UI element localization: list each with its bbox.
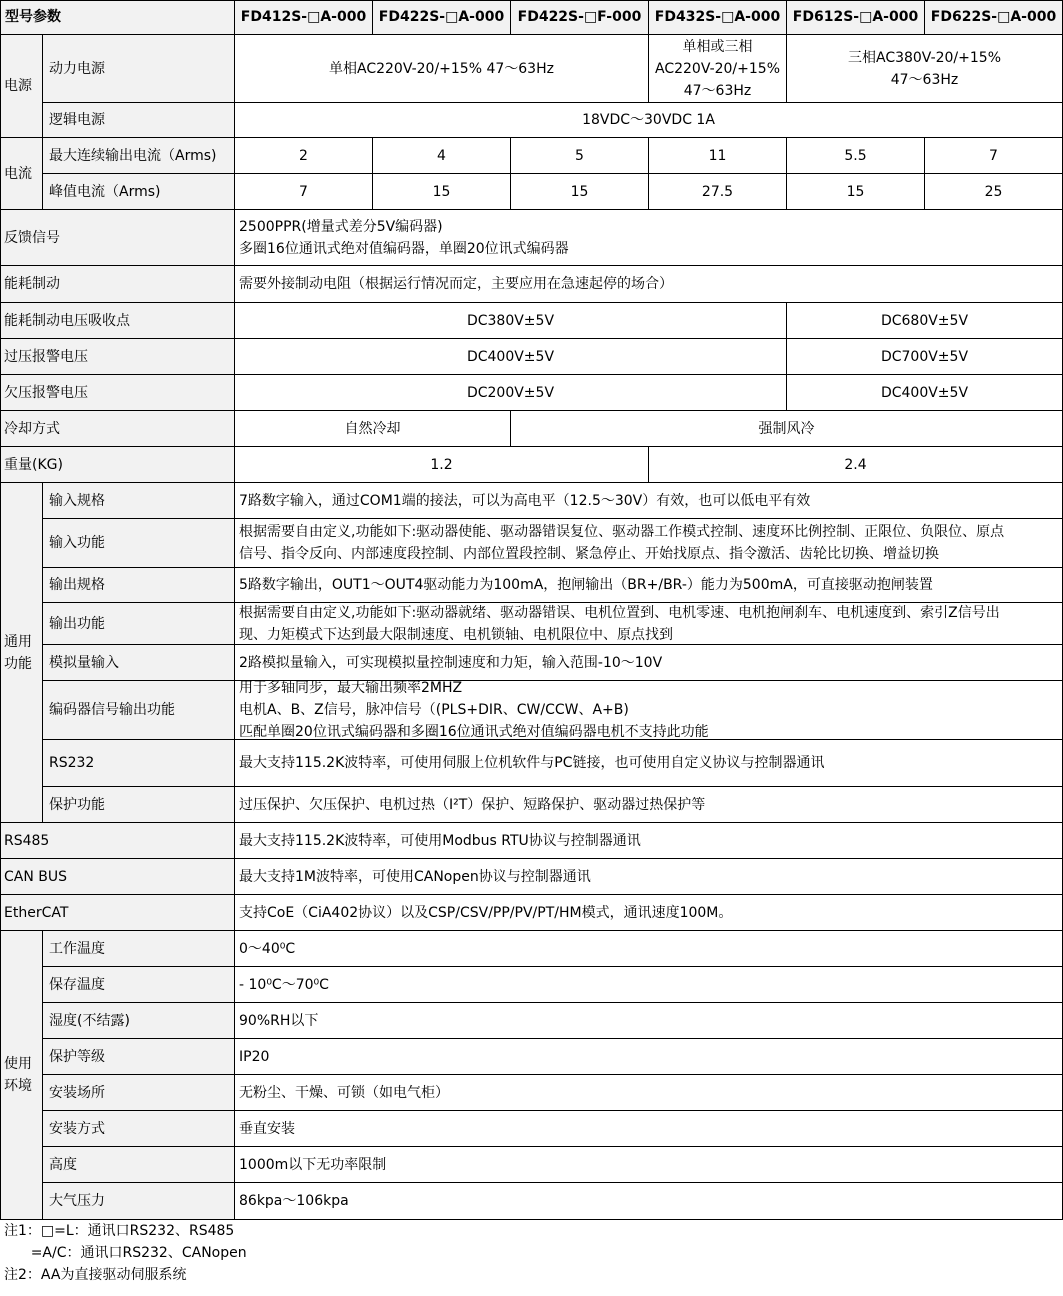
undervoltage-value [787, 375, 1063, 411]
ethercat-label [0, 895, 235, 931]
cooling-value-text: 强制风冷 [758, 420, 815, 437]
environment-row-label [43, 1147, 235, 1183]
environment-row-value [235, 1075, 1063, 1111]
general-row-label-text: 编码器信号输出功能 [49, 702, 175, 718]
feedback-value-text: 2500PPR(增量式差分5V编码器) 多圈16位通讯式绝对值编码器，单圈20位讯式编码器 [239, 218, 569, 257]
general-row-value [235, 519, 1063, 568]
ethercat-value-text: 支持CoE（CiA402协议）以及CSP/CSV/PP/PV/PT/HM模式，通讯速度100M。 [239, 904, 733, 921]
overvoltage-label-text: 过压报警电压 [4, 348, 88, 365]
general-row-value [235, 740, 1063, 787]
continuous-current-value [373, 138, 511, 174]
rs485-label-text: RS485 [4, 832, 50, 849]
header-model [235, 0, 373, 35]
cooling-label-text: 冷却方式 [4, 420, 60, 437]
rs485-label [0, 823, 235, 859]
rs485-value-text: 最大支持115.2K波特率，可使用Modbus RTU协议与控制器通讯 [239, 832, 641, 849]
general-row-value [235, 681, 1063, 740]
general-row-value [235, 787, 1063, 823]
environment-row-value [235, 1147, 1063, 1183]
environment-row-label [43, 1111, 235, 1147]
overvoltage-value-text: DC700V±5V [880, 348, 969, 365]
general-row-label-text: 保护功能 [49, 796, 105, 813]
header-model [511, 0, 649, 35]
peak-current-value-text: 15 [846, 183, 865, 200]
continuous-current-value [511, 138, 649, 174]
general-row-value-text: 根据需要自由定义,功能如下:驱动器就绪、驱动器错误、电机位置到、电机零速、电机抱闸刹车、电机速度到、索引Z信号出 现、力矩模式下达到最大限制速度、电机锁轴、电机限位中、原点找到 [239, 604, 1000, 643]
general-row-label-text: 输入规格 [49, 492, 105, 509]
general-row-label-text: 输出规格 [49, 577, 105, 593]
canbus-label [0, 859, 235, 895]
environment-row-label-text: 安装场所 [49, 1084, 105, 1101]
environment-row-label [43, 931, 235, 967]
group-general-label-text: 通用 功能 [4, 633, 32, 672]
continuous-current-value [925, 138, 1063, 174]
braking-value [235, 266, 1063, 303]
undervoltage-value-text: DC200V±5V [466, 384, 555, 401]
environment-row-value-text: 86kpa～106kpa [239, 1193, 349, 1209]
general-row-label [43, 568, 235, 603]
environment-row-label [43, 1003, 235, 1039]
environment-row-label-text: 大气压力 [49, 1193, 105, 1209]
group-environment-label [0, 931, 43, 1220]
environment-row-value [235, 1183, 1063, 1220]
undervoltage-label-text: 欠压报警电压 [4, 384, 88, 401]
general-row-value [235, 483, 1063, 519]
general-row-value-text: 7路数字输入，通过COM1端的接法，可以为高电平（12.5～30V）有效，也可以低电平有效 [239, 492, 811, 509]
main-power-label-text: 动力电源 [49, 60, 105, 77]
braking-voltage-label-text: 能耗制动电压吸收点 [4, 312, 130, 329]
general-row-label-text: 输入功能 [49, 535, 105, 551]
peak-current-value [649, 174, 787, 210]
header-model-text: FD432S-□A-000 [654, 9, 781, 25]
braking-label [0, 266, 235, 303]
peak-current-value-text: 15 [570, 183, 589, 200]
weight-value [649, 447, 1063, 483]
header-model-text: FD622S-□A-000 [930, 9, 1057, 25]
environment-row-value-text: 0～40⁰C [239, 940, 296, 957]
braking-voltage-value [787, 303, 1063, 339]
header-param-label [0, 0, 235, 35]
braking-voltage-label [0, 303, 235, 339]
continuous-current-value-text: 5.5 [844, 147, 867, 164]
main-power-single-or-three-text: 单相或三相 AC220V-20/+15% 47～63Hz [654, 38, 780, 99]
header-model-text: FD412S-□A-000 [240, 9, 367, 25]
overvoltage-value [235, 339, 787, 375]
header-model-text: FD422S-□F-000 [517, 9, 642, 25]
general-row-value-text: 2路模拟量输入，可实现模拟量控制速度和力矩，输入范围-10～10V [239, 654, 663, 671]
general-row-label [43, 681, 235, 740]
environment-row-label [43, 1039, 235, 1075]
rs485-value [235, 823, 1063, 859]
group-current-label [0, 138, 43, 210]
logic-power-label [43, 103, 235, 138]
general-row-value [235, 568, 1063, 603]
continuous-current-value [235, 138, 373, 174]
general-row-value-text: 5路数字输出，OUT1～OUT4驱动能力为100mA，抱闸输出（BR+/BR-）能力为500mA，可直接驱动抱闸装置 [239, 577, 933, 593]
peak-current-label [43, 174, 235, 210]
ethercat-label-text: EtherCAT [4, 904, 69, 921]
environment-row-label-text: 保护等级 [49, 1048, 105, 1065]
cooling-value [235, 411, 511, 447]
continuous-current-value-text: 11 [708, 147, 727, 164]
peak-current-value-text: 25 [984, 183, 1003, 200]
continuous-current-label [43, 138, 235, 174]
peak-current-value-text: 15 [432, 183, 451, 200]
continuous-current-value-text: 5 [575, 147, 584, 164]
general-row-label-text: 模拟量输入 [49, 654, 119, 671]
continuous-current-value-text: 4 [437, 147, 446, 164]
logic-power-value [235, 103, 1063, 138]
peak-current-label-text: 峰值电流（Arms) [49, 183, 161, 200]
undervoltage-value [235, 375, 787, 411]
feedback-label-text: 反馈信号 [4, 229, 60, 246]
environment-row-label-text: 安装方式 [49, 1120, 105, 1137]
header-model-text: FD422S-□A-000 [378, 9, 505, 25]
general-row-label [43, 483, 235, 519]
peak-current-value-text: 7 [299, 183, 308, 200]
feedback-value [235, 210, 1063, 266]
general-row-value [235, 645, 1063, 681]
peak-current-value [925, 174, 1063, 210]
overvoltage-label [0, 339, 235, 375]
main-power-three-phase [787, 35, 1063, 103]
general-row-label [43, 645, 235, 681]
braking-voltage-value-text: DC380V±5V [466, 312, 555, 329]
weight-label-text: 重量(KG) [4, 456, 63, 473]
group-general-label [0, 483, 43, 823]
weight-value-text: 2.4 [844, 456, 867, 473]
general-row-value-text: 最大支持115.2K波特率，可使用伺服上位机软件与PC链接，也可使用自定义协议与控制器通讯 [239, 755, 825, 771]
environment-row-label [43, 1075, 235, 1111]
braking-voltage-value [235, 303, 787, 339]
feedback-label [0, 210, 235, 266]
notes [4, 1220, 1059, 1286]
weight-value-text: 1.2 [430, 456, 453, 473]
continuous-current-value-text: 7 [989, 147, 998, 164]
note-1: 注1：□=L：通讯口RS232、RS485 [4, 1223, 235, 1239]
environment-row-value-text: IP20 [239, 1048, 270, 1065]
environment-row-value-text: - 10⁰C～70⁰C [239, 976, 329, 993]
general-row-label-text: 输出功能 [49, 615, 105, 632]
braking-label-text: 能耗制动 [4, 276, 60, 292]
group-current-label-text: 电流 [4, 165, 32, 182]
undervoltage-value-text: DC400V±5V [880, 384, 969, 401]
general-row-value-text: 根据需要自由定义,功能如下:驱动器使能、驱动器错误复位、驱动器工作模式控制、速度环比例控制、正限位、负限位、原点 信号、指令反向、内部速度段控制、内部位置段控制、紧急停止、开始找原点、指令激活、齿轮比切换、增益切换 [239, 524, 1005, 562]
weight-label [0, 447, 235, 483]
environment-row-value [235, 1003, 1063, 1039]
main-power-three-phase-text: 三相AC380V-20/+15% 47～63Hz [847, 49, 1001, 88]
environment-row-label-text: 工作温度 [49, 940, 105, 957]
environment-row-label-text: 湿度(不结露) [49, 1012, 130, 1029]
peak-current-value [787, 174, 925, 210]
group-environment-label-text: 使用 环境 [4, 1056, 32, 1094]
logic-power-value-text: 18VDC～30VDC 1A [582, 112, 715, 128]
peak-current-value-text: 27.5 [701, 183, 734, 200]
header-model [649, 0, 787, 35]
peak-current-value [235, 174, 373, 210]
header-model [787, 0, 925, 35]
main-power-label [43, 35, 235, 103]
braking-voltage-value-text: DC680V±5V [880, 312, 969, 329]
overvoltage-value [787, 339, 1063, 375]
environment-row-label-text: 保存温度 [49, 976, 105, 993]
header-model [373, 0, 511, 35]
cooling-value [511, 411, 1063, 447]
note-1-continued: =A/C：通讯口RS232、CANopen [4, 1245, 247, 1261]
continuous-current-value [787, 138, 925, 174]
environment-row-value [235, 1039, 1063, 1075]
cooling-value-text: 自然冷却 [344, 420, 401, 437]
general-row-label [43, 519, 235, 568]
undervoltage-label [0, 375, 235, 411]
environment-row-value [235, 967, 1063, 1003]
general-row-label-text: RS232 [49, 755, 95, 771]
braking-value-text: 需要外接制动电阻（根据运行情况而定，主要应用在急速起停的场合） [239, 276, 673, 292]
continuous-current-label-text: 最大连续输出电流（Arms) [49, 147, 217, 164]
ethercat-value [235, 895, 1063, 931]
environment-row-value-text: 1000m以下无功率限制 [239, 1156, 387, 1173]
general-row-label [43, 740, 235, 787]
general-row-label [43, 787, 235, 823]
logic-power-label-text: 逻辑电源 [49, 112, 105, 128]
environment-row-value-text: 垂直安装 [239, 1120, 295, 1137]
group-power-label-text: 电源 [4, 78, 32, 94]
overvoltage-value-text: DC400V±5V [466, 348, 555, 365]
general-row-value [235, 603, 1063, 645]
header-model [925, 0, 1063, 35]
header-param-label-text: 型号参数 [5, 9, 61, 25]
general-row-value-text: 过压保护、欠压保护、电机过热（I²T）保护、短路保护、驱动器过热保护等 [239, 796, 706, 813]
general-row-label [43, 603, 235, 645]
note-2: 注2：AA为直接驱动伺服系统 [4, 1267, 187, 1283]
environment-row-value-text: 无粉尘、干燥、可锁（如电气柜） [239, 1084, 449, 1101]
environment-row-label-text: 高度 [49, 1156, 77, 1173]
environment-row-value-text: 90%RH以下 [239, 1012, 319, 1029]
continuous-current-value [649, 138, 787, 174]
environment-row-label [43, 967, 235, 1003]
cooling-label [0, 411, 235, 447]
canbus-value [235, 859, 1063, 895]
environment-row-value [235, 931, 1063, 967]
weight-value [235, 447, 649, 483]
peak-current-value [511, 174, 649, 210]
canbus-label-text: CAN BUS [4, 868, 68, 885]
environment-row-value [235, 1111, 1063, 1147]
general-row-value-text: 用于多轴同步，最大输出频率2MHZ 电机A、B、Z信号，脉冲信号（(PLS+DIR、CW/CCW、A+B) 匹配单圈20位讯式编码器和多圈16位通讯式绝对值编码器电机不支持此功能 [239, 681, 709, 740]
main-power-single-or-three [649, 35, 787, 103]
main-power-single-phase [235, 35, 649, 103]
canbus-value-text: 最大支持1M波特率，可使用CANopen协议与控制器通讯 [239, 868, 591, 885]
peak-current-value [373, 174, 511, 210]
group-power-label [0, 35, 43, 138]
environment-row-label [43, 1183, 235, 1220]
continuous-current-value-text: 2 [299, 147, 308, 164]
header-model-text: FD612S-□A-000 [792, 9, 919, 25]
main-power-single-phase-text: 单相AC220V-20/+15% 47～63Hz [329, 60, 554, 77]
